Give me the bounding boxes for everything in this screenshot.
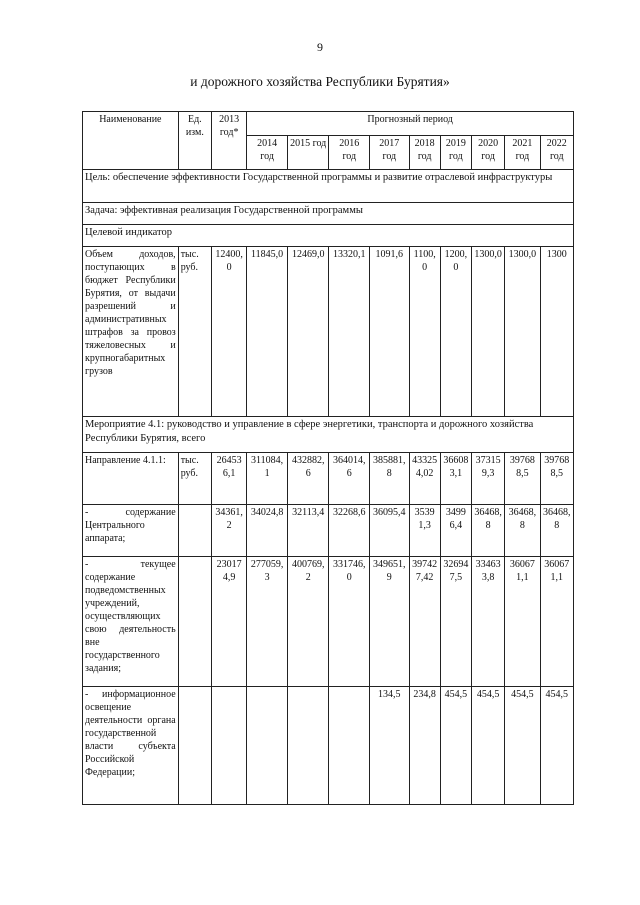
row-value: 331746,0 xyxy=(329,557,370,687)
row-value xyxy=(287,687,329,805)
header-name: Наименование xyxy=(83,112,179,170)
goal-row xyxy=(83,170,574,203)
row-value xyxy=(211,687,246,805)
row-value: 385881,8 xyxy=(370,453,410,505)
row-unit xyxy=(178,557,211,687)
header-unit: Ед. изм. xyxy=(178,112,211,170)
table-row xyxy=(83,557,574,687)
indicator-row xyxy=(83,247,574,417)
row-value: 397688,5 xyxy=(505,453,540,505)
indicator-name: Объем доходов, поступающих в бюджет Республики Бурятия, от выдачи разрешений и административных штрафов за провоз тяжеловесных и крупногабаритных грузов xyxy=(83,247,179,417)
row-value: 454,5 xyxy=(540,687,573,805)
task-row xyxy=(83,203,574,225)
indicator-value: 11845,0 xyxy=(247,247,288,417)
row-value: 326947,5 xyxy=(440,557,471,687)
indicator-value: 13320,1 xyxy=(329,247,370,417)
indicator-value: 12469,0 xyxy=(287,247,329,417)
row-name: - информационное освещение деятельности органа государственной власти субъекта Российской Федерации; xyxy=(83,687,179,805)
indicator-value: 1200,0 xyxy=(440,247,471,417)
row-unit: тыс. руб. xyxy=(178,453,211,505)
indicator-value: 1300,0 xyxy=(471,247,504,417)
header-year: 2018 год xyxy=(409,136,440,170)
indicator-unit: тыс. руб. xyxy=(178,247,211,417)
measure-row xyxy=(83,417,574,453)
row-value: 360671,1 xyxy=(540,557,573,687)
row-value: 349651,9 xyxy=(370,557,410,687)
row-value: 36468,8 xyxy=(540,505,573,557)
row-value: 36468,8 xyxy=(505,505,540,557)
row-value: 364014,6 xyxy=(329,453,370,505)
header-year: 2021 год xyxy=(505,136,540,170)
row-value: 454,5 xyxy=(471,687,504,805)
row-value: 234,8 xyxy=(409,687,440,805)
row-value: 454,5 xyxy=(440,687,471,805)
row-value: 366083,1 xyxy=(440,453,471,505)
row-value: 432882,6 xyxy=(287,453,329,505)
header-year: 2022 год xyxy=(540,136,573,170)
row-value: 134,5 xyxy=(370,687,410,805)
indicator-value: 1091,6 xyxy=(370,247,410,417)
header-year: 2019 год xyxy=(440,136,471,170)
row-value: 32113,4 xyxy=(287,505,329,557)
goal-text: Цель: обеспечение эффективности Государственной программы и развитие отраслевой инфраструктуры xyxy=(83,170,574,203)
table-row xyxy=(83,453,574,505)
row-value: 400769,2 xyxy=(287,557,329,687)
row-name: - текущее содержание подведомственных учреждений, осуществляющих свою деятельность вне государственного задания; xyxy=(83,557,179,687)
row-value: 32268,6 xyxy=(329,505,370,557)
row-value: 36095,4 xyxy=(370,505,410,557)
table-row xyxy=(83,687,574,805)
table-row xyxy=(83,505,574,557)
row-value xyxy=(247,687,288,805)
document-heading: и дорожного хозяйства Республики Бурятия» xyxy=(190,74,450,89)
row-name: - содержание Центрального аппарата; xyxy=(83,505,179,557)
indicator-title-row xyxy=(83,225,574,247)
row-value: 397688,5 xyxy=(540,453,573,505)
header-year: 2017 год xyxy=(370,136,410,170)
row-value: 454,5 xyxy=(505,687,540,805)
header-base-year: 2013 год* xyxy=(211,112,246,170)
forecast-table xyxy=(82,111,574,805)
row-value: 277059,3 xyxy=(247,557,288,687)
row-value: 230174,9 xyxy=(211,557,246,687)
row-value: 360671,1 xyxy=(505,557,540,687)
row-unit xyxy=(178,505,211,557)
header-year: 2016 год xyxy=(329,136,370,170)
indicator-value: 1100,0 xyxy=(409,247,440,417)
header-year: 2014 год xyxy=(247,136,288,170)
page-number: 9 xyxy=(317,40,323,54)
row-value: 373159,3 xyxy=(471,453,504,505)
row-value: 34361,2 xyxy=(211,505,246,557)
row-value: 334633,8 xyxy=(471,557,504,687)
table-header-row xyxy=(83,112,574,136)
row-value: 397427,42 xyxy=(409,557,440,687)
task-text: Задача: эффективная реализация Государственной программы xyxy=(83,203,574,225)
row-value: 433254,02 xyxy=(409,453,440,505)
row-value: 34024,8 xyxy=(247,505,288,557)
indicator-title: Целевой индикатор xyxy=(83,225,574,247)
row-value: 264536,1 xyxy=(211,453,246,505)
row-name: Направление 4.1.1: xyxy=(83,453,179,505)
indicator-value: 1300,0 xyxy=(505,247,540,417)
row-value: 36468,8 xyxy=(471,505,504,557)
header-year: 2020 год xyxy=(471,136,504,170)
indicator-value: 1300 xyxy=(540,247,573,417)
row-value: 35391,3 xyxy=(409,505,440,557)
row-value xyxy=(329,687,370,805)
row-value: 34996,4 xyxy=(440,505,471,557)
indicator-value: 12400,0 xyxy=(211,247,246,417)
row-value: 311084,1 xyxy=(247,453,288,505)
measure-text: Мероприятие 4.1: руководство и управление в сфере энергетики, транспорта и дорожного хозяйства Республики Бурятия, всего xyxy=(83,417,574,453)
header-forecast: Прогнозный период xyxy=(247,112,574,136)
row-unit xyxy=(178,687,211,805)
header-year: 2015 год xyxy=(287,136,329,170)
